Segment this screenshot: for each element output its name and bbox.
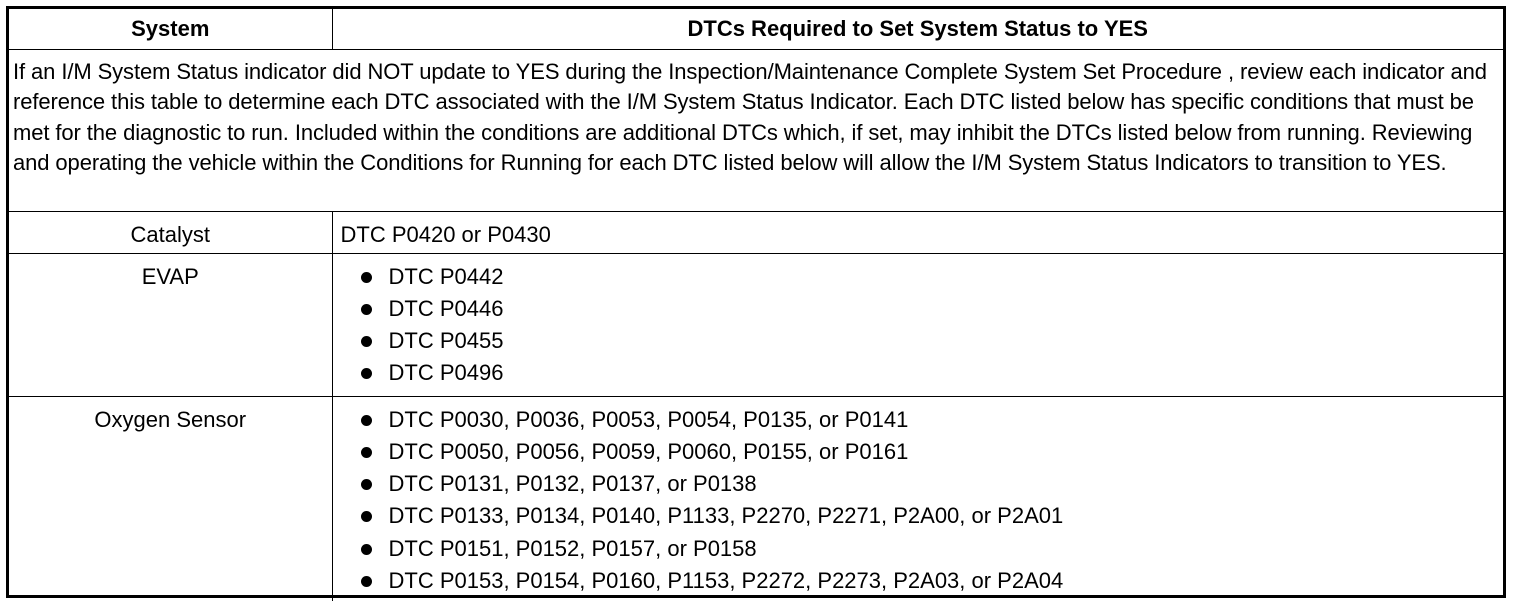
system-name: Oxygen Sensor: [9, 396, 332, 601]
list-item: [341, 534, 1504, 566]
dtc-table: [9, 9, 1503, 601]
table-header-row: [9, 9, 1503, 49]
table-row: [9, 253, 1503, 396]
bullet-icon: [361, 544, 372, 555]
dtc-item-text: DTC P0151, P0152, P0157, or P0158: [388, 535, 757, 561]
dtc-table-frame: [6, 6, 1506, 598]
system-name: Catalyst: [9, 211, 332, 253]
list-item: [341, 469, 1504, 501]
bullet-icon: [361, 304, 372, 315]
intro-row: [9, 49, 1503, 211]
dtc-item-text: DTC P0030, P0036, P0053, P0054, P0135, or P0141: [388, 406, 909, 432]
bullet-icon: [361, 576, 372, 587]
list-item: [341, 294, 1504, 326]
bullet-icon: [361, 336, 372, 347]
list-item: [341, 405, 1504, 437]
header-system: System: [9, 9, 332, 49]
list-item: [341, 566, 1504, 598]
bullet-icon: [361, 272, 372, 283]
table-row: [9, 396, 1503, 601]
dtc-item-text: DTC P0442: [388, 263, 504, 289]
dtc-list-cell: [332, 253, 1503, 396]
dtc-item-text: DTC P0050, P0056, P0059, P0060, P0155, or P0161: [388, 438, 909, 464]
list-item: [341, 437, 1504, 469]
bullet-icon: [361, 511, 372, 522]
list-item: [341, 262, 1504, 294]
dtc-item-text: DTC P0446: [388, 295, 504, 321]
system-name: EVAP: [9, 253, 332, 396]
dtc-item-text: DTC P0131, P0132, P0137, or P0138: [388, 471, 757, 497]
list-item: [341, 501, 1504, 533]
dtc-list-cell: [332, 396, 1503, 601]
dtc-item-text: DTC P0496: [388, 360, 504, 386]
dtc-item-text: DTC P0455: [388, 328, 504, 354]
dtc-list: [341, 262, 1504, 391]
bullet-icon: [361, 479, 372, 490]
intro-text: If an I/M System Status indicator did NOT update to YES during the Inspection/Maintenance Complete System Set Procedure , review each indicator and reference this table to determine each DTC associated with the I/M System Status Indicator. Each DTC listed below has specific conditions that must be met for the diagnostic to run. Included within the conditions are additional DTCs which, if set, may inhibit the DTCs listed below from running. Reviewing and operating the vehicle within the Conditions for Running for each DTC listed below will allow the I/M System Status Indicators to transition to YES.: [9, 49, 1503, 211]
header-dtcs: DTCs Required to Set System Status to YES: [332, 9, 1503, 49]
bullet-icon: [361, 447, 372, 458]
table-row: [9, 211, 1503, 253]
list-item: [341, 358, 1504, 390]
dtc-item-text: DTC P0153, P0154, P0160, P1153, P2272, P2273, P2A03, or P2A04: [388, 567, 1064, 593]
list-item: [341, 326, 1504, 358]
dtc-list: [341, 405, 1504, 599]
bullet-icon: [361, 368, 372, 379]
bullet-icon: [361, 415, 372, 426]
dtc-item-text: DTC P0133, P0134, P0140, P1133, P2270, P2271, P2A00, or P2A01: [388, 503, 1064, 529]
dtc-text: DTC P0420 or P0430: [332, 211, 1503, 253]
